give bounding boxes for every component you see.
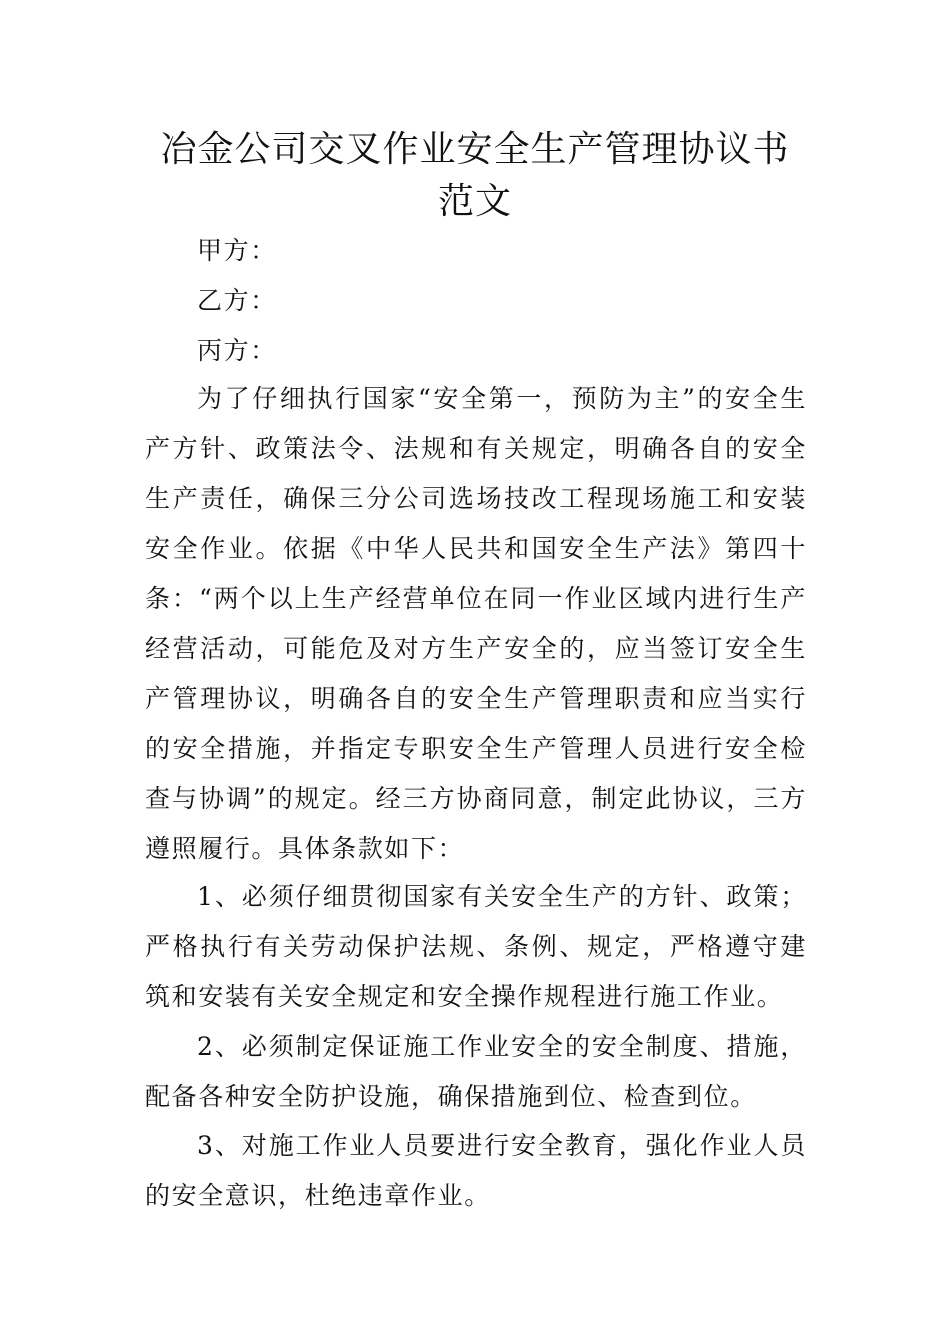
party-a-label: 甲方： (197, 236, 277, 265)
clause-2-paragraph: 2、必须制定保证施工作业安全的安全制度、措施，配备各种安全防护设施，确保措施到位、检查到位。 (145, 1032, 807, 1111)
party-c-label: 丙方： (197, 336, 277, 365)
intro-paragraph: 为了仔细执行国家“安全第一，预防为主”的安全生产方针、政策法令、法规和有关规定，明确各自的安全生产责任，确保三分公司选场技改工程现场施工和安装安全作业。依据《中华人民共和国安全生产法》第四十条：“两个以上生产经营单位在同一作业区域内进行生产经营活动，可能危及对方生产安全的，应当签订安全生产管理协议，明确各自的安全生产管理职责和应当实行的安全措施，并指定专职安全生产管理人员进行安全检查与协调”的规定。经三方协商同意，制定此协议，三方遵照履行。具体条款如下： (145, 384, 807, 863)
clause-1-paragraph: 1、必须仔细贯彻国家有关安全生产的方针、政策；严格执行有关劳动保护法规、条例、规定，严格遵守建筑和安装有关安全规定和安全操作规程进行施工作业。 (145, 882, 807, 1011)
party-b-label: 乙方： (197, 286, 277, 315)
clause-3-paragraph: 3、对施工作业人员要进行安全教育，强化作业人员的安全意识，杜绝违章作业。 (145, 1131, 807, 1210)
document-title: 冶金公司交叉作业安全生产管理协议书范文 (160, 129, 790, 222)
